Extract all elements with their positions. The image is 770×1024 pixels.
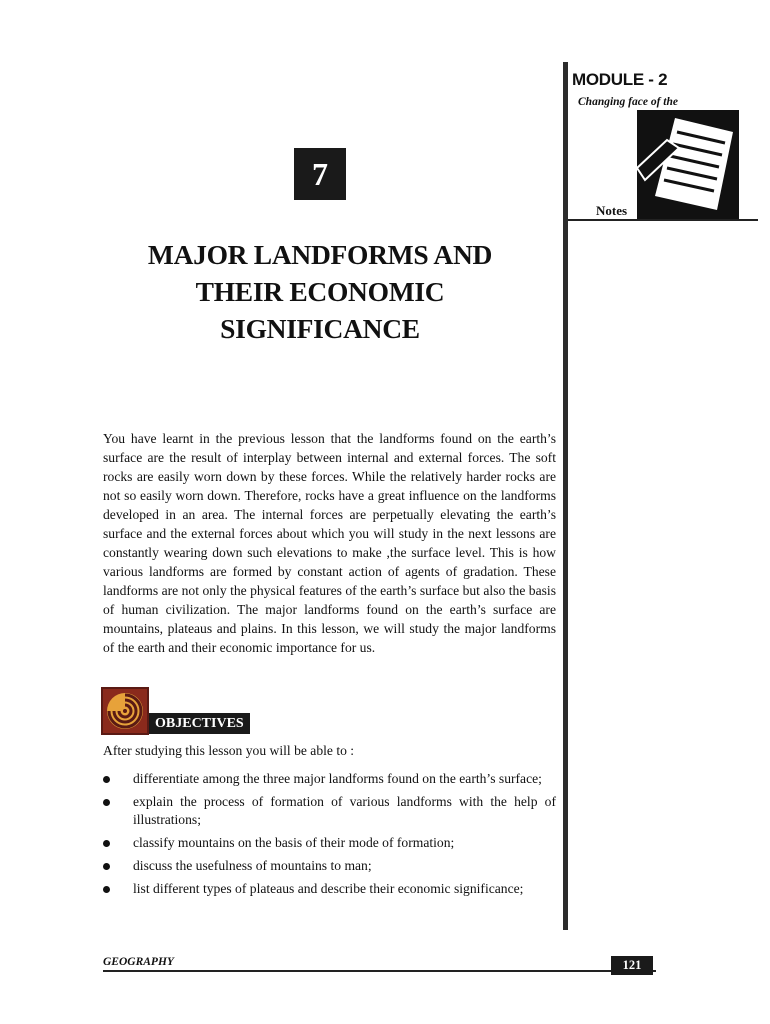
- module-subtitle: Changing face of the: [578, 96, 678, 108]
- list-item: classify mountains on the basis of their mode of formation;: [103, 834, 556, 852]
- margin-divider: [563, 62, 568, 930]
- chapter-number: 7: [294, 148, 346, 200]
- bullet-icon: [103, 799, 110, 806]
- footer-subject: GEOGRAPHY: [103, 956, 174, 968]
- footer-rule: [103, 970, 656, 972]
- objectives-list: [103, 770, 556, 903]
- list-item: discuss the usefulness of mountains to man;: [103, 857, 556, 875]
- module-label: MODULE - 2: [572, 70, 668, 89]
- notes-rule: [568, 219, 758, 221]
- target-swirl-icon: [101, 687, 149, 735]
- bullet-icon: [103, 776, 110, 783]
- objectives-heading: OBJECTIVES: [149, 713, 250, 734]
- chapter-title: MAJOR LANDFORMS AND THEIR ECONOMIC SIGNIFICANCE: [147, 239, 493, 344]
- objectives-lead: After studying this lesson you will be able to :: [103, 743, 355, 758]
- list-item: explain the process of formation of various landforms with the help of illustrations;: [103, 793, 556, 829]
- bullet-icon: [103, 840, 110, 847]
- page-number: 121: [611, 956, 653, 975]
- list-item: list different types of plateaus and describe their economic significance;: [103, 880, 556, 898]
- bullet-icon: [103, 863, 110, 870]
- notes-label: Notes: [596, 203, 628, 218]
- bullet-icon: [103, 886, 110, 893]
- notepad-with-pen-icon: [637, 110, 739, 220]
- intro-paragraph: You have learnt in the previous lesson that the landforms found on the earth’s surface are the result of interplay between internal and external forces. The soft rocks are easily worn down by these forces. While the relatively harder rocks are not so easily worn down. Therefore, rocks have a great influence on the landforms developed in an area. The internal forces are perpetually elevating the earth’s surface and the external forces about which you will study in the next lessons are constantly wearing down such elevations to make ,the surface level. This is how various landforms are formed by constant action of agents of gradation. These landforms are not only the physical features of the earth’s surface but also the basis of human civilization. The major landforms found on the earth’s surface are mountains, plateaus and plains. In this lesson, we will study the major landforms of the earth and their economic importance for us.: [103, 431, 556, 655]
- list-item: differentiate among the three major landforms found on the earth’s surface;: [103, 770, 556, 788]
